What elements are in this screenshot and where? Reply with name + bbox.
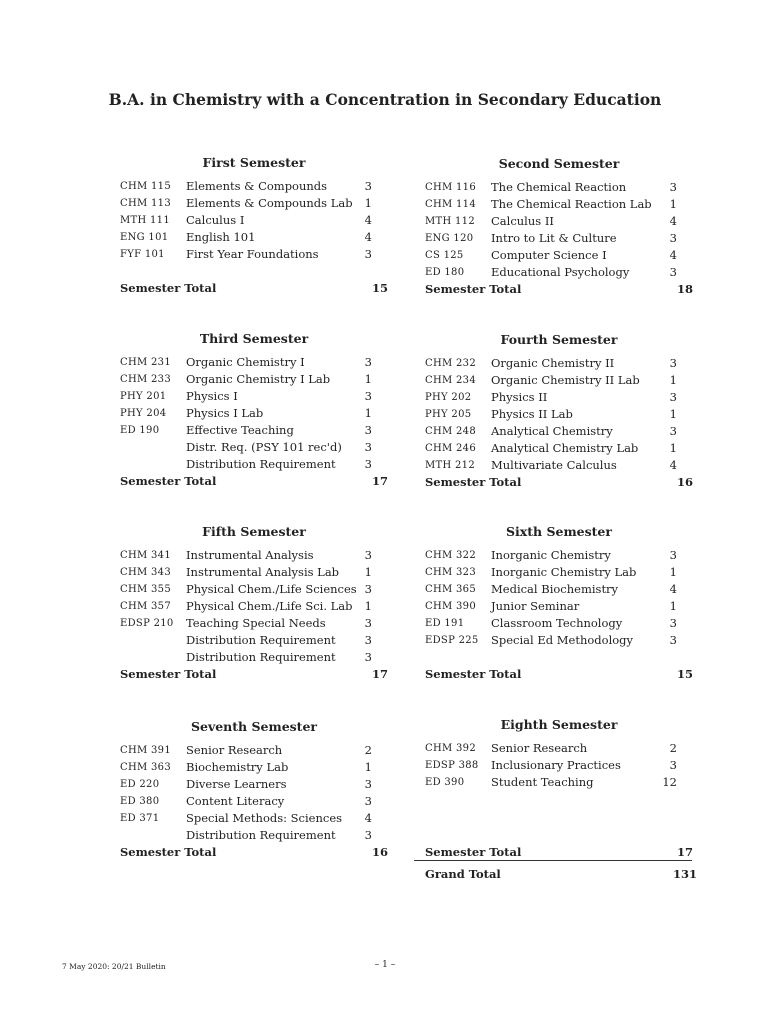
course-credits: 3 [364,777,372,791]
course-name: Classroom Technology [491,616,623,630]
course-row [425,564,693,581]
course-row [425,230,693,247]
course-credits: 3 [364,633,372,647]
course-row [425,264,693,281]
course-name: Instrumental Analysis Lab [186,565,340,579]
course-name: Inorganic Chemistry [491,548,611,562]
course-name: Computer Science I [491,248,607,262]
course-row [425,355,693,372]
course-code: PHY 205 [425,409,472,420]
course-name: Intro to Lit & Culture [491,231,617,245]
course-name: Physics II Lab [491,407,573,421]
total-label: Semester Total [120,845,217,859]
course-credits: 4 [669,248,677,262]
course-credits: 1 [364,196,372,210]
course-row [120,229,388,246]
course-row [120,598,388,615]
course-name: Organic Chemistry I Lab [186,372,331,386]
course-row [425,389,693,406]
course-code: EDSP 225 [425,635,479,646]
semester-3 [120,331,388,473]
course-code: CHM 116 [425,182,476,193]
course-name: Inorganic Chemistry Lab [491,565,637,579]
course-name: Medical Biochemistry [491,582,619,596]
course-name: Analytical Chemistry [491,424,613,438]
course-code: CHM 355 [120,584,171,595]
course-code: ED 190 [120,425,160,436]
total-value: 17 [371,474,388,488]
semester-heading: Eighth Semester [500,717,618,732]
course-credits: 3 [364,548,372,562]
course-credits: 3 [364,794,372,808]
course-name: Calculus II [491,214,554,228]
course-code: EDSP 388 [425,760,479,771]
semester-heading: First Semester [202,155,306,170]
course-row [120,742,388,759]
course-name: Physical Chem./Life Sciences [186,582,357,596]
course-row [120,632,388,649]
course-code: CHM 248 [425,426,476,437]
course-name: Elements & Compounds [186,179,328,193]
course-code: CHM 390 [425,601,476,612]
course-name: Multivariate Calculus [491,458,617,472]
course-credits: 3 [669,265,677,279]
course-name: Special Ed Methodology [491,633,634,647]
total-value: 16 [371,845,388,859]
course-credits: 3 [364,828,372,842]
course-row [120,547,388,564]
course-code: CS 125 [425,250,464,261]
course-row [425,615,693,632]
course-code: ENG 120 [425,233,474,244]
course-name: Physical Chem./Life Sci. Lab [186,599,353,613]
page-number: – 1 – [374,960,396,970]
course-name: Physics II [491,390,548,404]
course-name: Physics I [186,389,238,403]
course-row [120,371,388,388]
course-code: CHM 365 [425,584,476,595]
course-credits: 1 [669,373,677,387]
course-name: Distribution Requirement [186,828,336,842]
course-code: PHY 204 [120,408,167,419]
course-name: Senior Research [186,743,283,757]
grand-total-rule [414,860,692,861]
course-code: CHM 231 [120,357,171,368]
course-code: CHM 113 [120,198,171,209]
course-code: PHY 201 [120,391,167,402]
course-row [120,405,388,422]
semester-heading: Fifth Semester [202,524,306,539]
course-credits: 3 [364,457,372,471]
semester-4 [425,332,693,474]
course-name: The Chemical Reaction [491,180,627,194]
course-name: Effective Teaching [186,423,294,437]
course-name: Distr. Req. (PSY 101 rec'd) [186,440,342,454]
semester-2 [425,156,693,281]
course-code: ED 220 [120,779,160,790]
semester-8 [425,717,693,791]
course-row [120,439,388,456]
course-row [120,564,388,581]
course-row [120,827,388,844]
semester-6 [425,524,693,649]
semester-heading: Seventh Semester [190,719,317,734]
course-row [120,246,388,263]
course-row [120,212,388,229]
course-row [120,195,388,212]
total-label: Semester Total [120,474,217,488]
course-name: Physics I Lab [186,406,264,420]
course-name: Analytical Chemistry Lab [491,441,639,455]
course-credits: 3 [364,650,372,664]
course-name: Instrumental Analysis [186,548,314,562]
course-code: CHM 392 [425,743,476,754]
course-credits: 1 [364,760,372,774]
course-code: ED 390 [425,777,465,788]
course-code: ED 380 [120,796,160,807]
total-label: Semester Total [425,475,522,489]
total-value: 17 [676,845,693,859]
course-name: Inclusionary Practices [491,758,621,772]
course-name: Senior Research [491,741,588,755]
course-code: FYF 101 [120,249,165,260]
course-row [425,213,693,230]
course-row [425,406,693,423]
course-credits: 3 [669,231,677,245]
course-credits: 1 [669,599,677,613]
semester-heading: Second Semester [498,156,620,171]
course-name: Teaching Special Needs [186,616,326,630]
course-name: English 101 [186,230,256,244]
course-code: CHM 357 [120,601,171,612]
course-code: CHM 363 [120,762,171,773]
course-name: Organic Chemistry I [186,355,305,369]
course-name: Educational Psychology [491,265,630,279]
course-credits: 1 [669,407,677,421]
footer-date: 7 May 2020: 20/21 Bulletin [62,962,166,971]
total-value: 16 [676,475,693,489]
page-title: B.A. in Chemistry with a Concentration in Secondary Education [108,90,662,109]
course-code: ED 371 [120,813,160,824]
course-row [120,649,388,666]
course-row [120,759,388,776]
course-code: ENG 101 [120,232,169,243]
semester-5 [120,524,388,666]
course-name: Content Literacy [186,794,285,808]
course-credits: 4 [364,213,372,227]
course-code: CHM 391 [120,745,171,756]
course-credits: 4 [669,582,677,596]
course-row [425,372,693,389]
course-code: CHM 343 [120,567,171,578]
course-row [120,615,388,632]
course-row [425,423,693,440]
semester-1 [120,155,388,263]
course-credits: 3 [364,179,372,193]
course-row [425,179,693,196]
course-name: Special Methods: Sciences [186,811,343,825]
course-name: Diverse Learners [186,777,287,791]
course-credits: 2 [669,741,677,755]
course-name: Junior Seminar [491,599,580,613]
course-credits: 1 [669,197,677,211]
course-credits: 1 [364,372,372,386]
course-name: Biochemistry Lab [186,760,289,774]
course-credits: 3 [669,180,677,194]
course-code: MTH 111 [120,215,170,226]
semester-heading: Third Semester [199,331,309,346]
semester-heading: Sixth Semester [506,524,612,539]
course-row [425,581,693,598]
course-credits: 3 [364,355,372,369]
course-row [120,178,388,195]
course-credits: 3 [669,424,677,438]
course-code: CHM 115 [120,181,171,192]
course-code: CHM 114 [425,199,476,210]
course-code: CHM 323 [425,567,476,578]
course-credits: 4 [669,214,677,228]
course-credits: 3 [669,616,677,630]
course-row [425,774,693,791]
course-credits: 1 [669,565,677,579]
course-row [120,776,388,793]
course-name: Calculus I [186,213,245,227]
course-row [120,793,388,810]
course-row [425,457,693,474]
course-credits: 3 [364,582,372,596]
course-name: Elements & Compounds Lab [186,196,353,210]
course-credits: 1 [364,599,372,613]
course-credits: 4 [669,458,677,472]
course-name: First Year Foundations [186,247,319,261]
course-code: MTH 112 [425,216,475,227]
course-row [425,740,693,757]
course-code: CHM 232 [425,358,476,369]
total-value: 15 [371,281,388,295]
course-row [425,196,693,213]
course-row [120,581,388,598]
course-code: CHM 322 [425,550,476,561]
total-value: 18 [676,282,693,296]
total-label: Semester Total [425,667,522,681]
course-code: PHY 202 [425,392,472,403]
total-label: Semester Total [425,845,522,859]
course-row [120,810,388,827]
course-credits: 1 [669,441,677,455]
course-code: CHM 234 [425,375,476,386]
course-credits: 12 [662,775,677,789]
semester-7 [120,719,388,844]
course-row [425,247,693,264]
total-value: 17 [371,667,388,681]
course-credits: 3 [669,390,677,404]
course-code: ED 191 [425,618,465,629]
course-credits: 2 [364,743,372,757]
course-name: Distribution Requirement [186,457,336,471]
course-row [425,440,693,457]
course-credits: 3 [669,356,677,370]
course-row [120,388,388,405]
course-credits: 3 [364,440,372,454]
course-name: Distribution Requirement [186,650,336,664]
course-name: The Chemical Reaction Lab [491,197,652,211]
course-row [120,354,388,371]
semester-heading: Fourth Semester [500,332,618,347]
course-name: Student Teaching [491,775,594,789]
course-credits: 3 [364,616,372,630]
course-code: MTH 212 [425,460,475,471]
course-name: Organic Chemistry II Lab [491,373,640,387]
grand-total-label: Grand Total [425,867,501,881]
total-label: Semester Total [120,281,217,295]
course-row [425,598,693,615]
course-code: CHM 233 [120,374,171,385]
total-label: Semester Total [120,667,217,681]
course-row [120,422,388,439]
course-code: EDSP 210 [120,618,174,629]
course-row [120,456,388,473]
grand-total-value: 131 [673,867,698,881]
course-row [425,632,693,649]
course-credits: 3 [669,548,677,562]
course-credits: 4 [364,811,372,825]
course-credits: 3 [364,423,372,437]
course-code: CHM 246 [425,443,476,454]
course-credits: 1 [364,406,372,420]
course-row [425,547,693,564]
total-value: 15 [676,667,693,681]
course-name: Organic Chemistry II [491,356,615,370]
total-label: Semester Total [425,282,522,296]
course-credits: 3 [364,389,372,403]
course-credits: 4 [364,230,372,244]
course-row [425,757,693,774]
course-name: Distribution Requirement [186,633,336,647]
course-credits: 3 [364,247,372,261]
course-code: CHM 341 [120,550,171,561]
course-code: ED 180 [425,267,465,278]
course-credits: 3 [669,633,677,647]
course-credits: 3 [669,758,677,772]
course-credits: 1 [364,565,372,579]
